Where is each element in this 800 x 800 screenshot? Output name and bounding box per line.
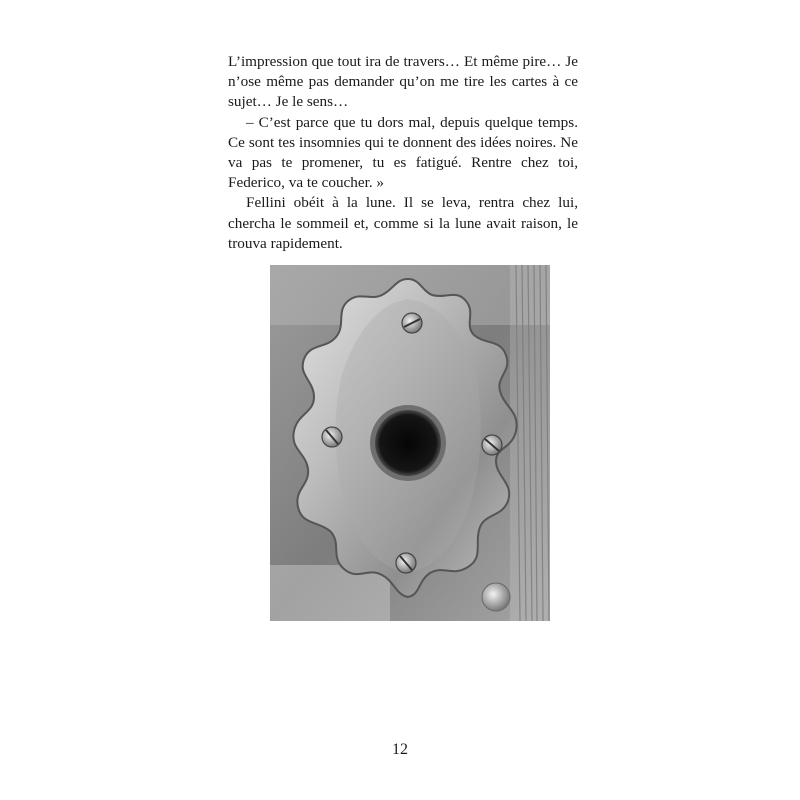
keyhole bbox=[370, 405, 446, 481]
paragraph-2: – C’est parce que tu dors mal, depuis quelque temps. Ce sont tes insomnies qui te donnent des idées noires. Ne va pas te promener, tu es fatigué. Rentre chez toi, Federico, va te coucher. » bbox=[228, 113, 578, 192]
keyhole-escutcheon-photo bbox=[270, 265, 550, 621]
round-stud bbox=[482, 583, 510, 611]
screw-top bbox=[402, 313, 422, 333]
screw-bottom bbox=[396, 553, 416, 573]
screw-right bbox=[482, 435, 502, 455]
body-text bbox=[228, 52, 578, 254]
keyhole-escutcheon-illustration bbox=[270, 265, 550, 621]
screw-left bbox=[322, 427, 342, 447]
paragraph-1: L’impression que tout ira de travers… Et même pire… Je n’ose même pas demander qu’on me tire les cartes à ce sujet… Je le sens… bbox=[228, 53, 578, 111]
page-number: 12 bbox=[392, 741, 408, 758]
paragraph-3: Fellini obéit à la lune. Il se leva, rentra chez lui, chercha le sommeil et, comme si la lune avait raison, le trouva rapidement. bbox=[228, 194, 578, 252]
